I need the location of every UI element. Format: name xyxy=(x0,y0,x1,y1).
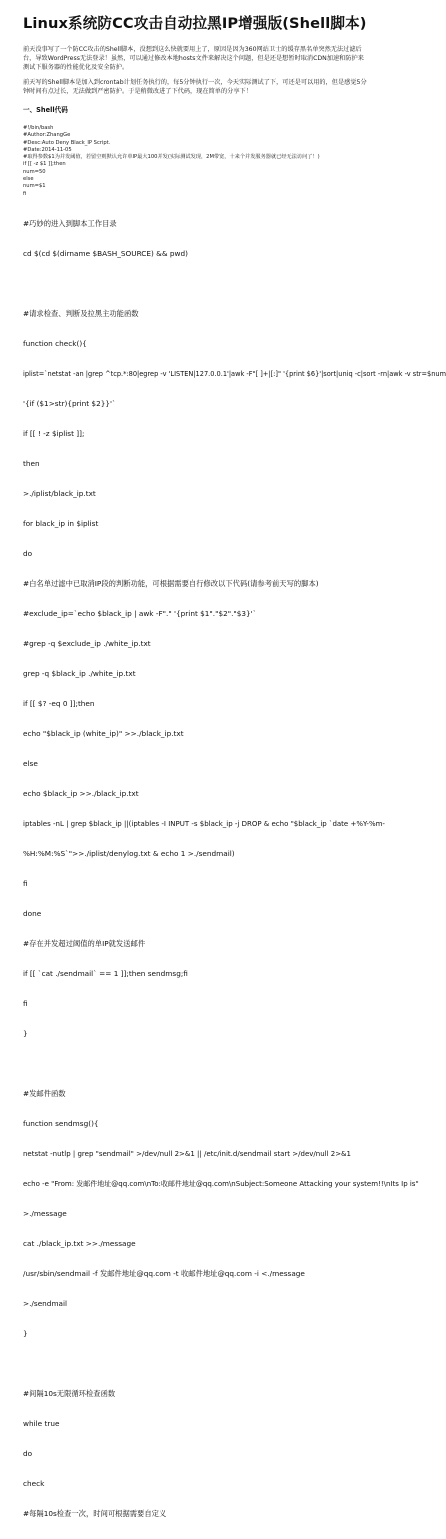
code-line: '{if ($1>str){print $2}}'` xyxy=(23,399,116,408)
code-line xyxy=(23,279,428,289)
intro-paragraph xyxy=(23,45,421,72)
code-line: grep -q $black_ip ./white_ip.txt xyxy=(23,669,136,678)
code-line: fi xyxy=(23,879,28,888)
code-line: #间隔10s无限循环检查函数 xyxy=(23,1389,116,1398)
code-line xyxy=(23,1359,428,1369)
code-line: >./sendmail xyxy=(23,1299,68,1308)
code-line: #白名单过滤中已取消IP段的判断功能，可根据需要自行修改以下代码(请参考前天写的脚本) xyxy=(23,579,319,588)
code-line: iplist=`netstat -an |grep ^tcp.*:80|egrep -v 'LISTEN|127.0.0.1'|awk -F"[ ]+|[:]" '{print $6}'|sort|uniq -c|sort -rn|awk -v str=$num xyxy=(23,370,446,378)
code-line: #存在并发超过阈值的单IP就发送邮件 xyxy=(23,939,146,948)
second-paragraph xyxy=(23,78,421,96)
text-line: 台，导致WordPress无法登录！虽然，可以通过修改本地hosts文件来解决这个问题，但是还是想暂时取消CDN加速和防护来 xyxy=(23,55,364,62)
code-line: /usr/sbin/sendmail -f 发邮件地址@qq.com -t 收邮件地址@qq.com -i <./message xyxy=(23,1269,305,1278)
text-line: 钟时间有点过长，无法做到严密防护。于是稍微改进了下代码，现在简单的分享下！ xyxy=(23,88,252,95)
code-line: for black_ip in $iplist xyxy=(23,519,99,528)
code-line: else xyxy=(23,176,34,183)
code-line: else xyxy=(23,759,38,768)
code-line: check xyxy=(23,1479,45,1488)
code-line: echo "$black_ip (white_ip)" >>./black_ip.txt xyxy=(23,729,184,738)
code-line: #exclude_ip=`echo $black_ip | awk -F"." '{print $1"."$2"."$3}'` xyxy=(23,609,257,618)
code-line: do xyxy=(23,549,33,558)
code-line: #Date:2014-11-05 xyxy=(23,146,72,153)
code-line: #请求检查、判断及拉黑主功能函数 xyxy=(23,309,139,318)
code-line: %H:%M:%S`">>./iplist/denylog.txt & echo 1 >./sendmail) xyxy=(23,849,235,858)
code-line: if [[ ! -z $iplist ]]; xyxy=(23,429,85,438)
script-header-block xyxy=(23,125,423,198)
code-line: if [[ $? -eq 0 ]];then xyxy=(23,699,95,708)
code-line: >./iplist/black_ip.txt xyxy=(23,489,96,498)
code-line: #发邮件函数 xyxy=(23,1089,66,1098)
code-line: #取得参数$1为并发阈值，若留空则默认允许单IP最大100并发(实际测试发现，2M带宽，十来个并发服务器就已经无法访问了！) xyxy=(23,154,320,161)
code-line: #巧妙的进入到脚本工作目录 xyxy=(23,219,117,228)
code-line: #!/bin/bash xyxy=(23,125,54,131)
code-line: fi xyxy=(23,999,28,1008)
code-line: if [[ -z $1 ]];then xyxy=(23,161,66,168)
code-line: if [[ `cat ./sendmail` == 1 ]];then sendmsg;fi xyxy=(23,969,188,978)
article-title: Linux系统防CC攻击自动拉黑IP增强版(Shell脚本) xyxy=(23,15,367,32)
code-line: #每隔10s检查一次，时间可根据需要自定义 xyxy=(23,1509,167,1518)
text-line: 前天写的Shell脚本是加入到crontab计划任务执行的，每5分钟执行一次，今天实际测试了下，可还是可以用的，但是感觉5分 xyxy=(23,79,367,86)
code-line: #grep -q $exclude_ip ./white_ip.txt xyxy=(23,639,151,648)
code-line: netstat -nutlp | grep "sendmail" >/dev/null 2>&1 || /etc/init.d/sendmail start >/dev/null 2>&1 xyxy=(23,1150,351,1158)
text-line: 前天没事写了一个防CC攻击的Shell脚本，没想到这么快就要用上了，原因是因为360网站卫士的缓存黑名单突然无法过滤后 xyxy=(23,46,362,53)
code-line: while true xyxy=(23,1419,60,1428)
script-body-block xyxy=(23,199,446,1539)
code-line: num=$1 xyxy=(23,183,46,190)
code-line: done xyxy=(23,909,42,918)
code-line: #Desc:Auto Deny Black_IP Script. xyxy=(23,139,111,146)
code-line: } xyxy=(23,1029,28,1038)
code-line: cd $(cd $(dirname $BASH_SOURCE) && pwd) xyxy=(23,249,188,258)
code-line: echo -e "From: 发邮件地址@qq.com\nTo:收邮件地址@qq.com\nSubject:Someone Attacking your system!!\nIts Ip is" xyxy=(23,1180,419,1188)
text-line: 测试下服务器的性能优化及安全防护。 xyxy=(23,64,129,71)
code-line: do xyxy=(23,1449,33,1458)
code-line: >./message xyxy=(23,1209,67,1218)
code-line xyxy=(23,1059,428,1069)
code-line: fi xyxy=(23,190,27,197)
code-line: then xyxy=(23,459,40,468)
code-line: #Author:ZhangGe xyxy=(23,132,71,139)
section-heading: 一、Shell代码 xyxy=(23,106,68,114)
code-line: function check(){ xyxy=(23,339,87,348)
code-line: echo $black_ip >>./black_ip.txt xyxy=(23,789,139,798)
code-line: function sendmsg(){ xyxy=(23,1119,99,1128)
code-line: cat ./black_ip.txt >>./message xyxy=(23,1239,136,1248)
code-line: num=50 xyxy=(23,168,46,175)
code-line: } xyxy=(23,1329,28,1338)
code-line: iptables -nL | grep $black_ip ||(iptables -I INPUT -s $black_ip -j DROP & echo "$black_ip `date +%Y-%m- xyxy=(23,820,385,828)
